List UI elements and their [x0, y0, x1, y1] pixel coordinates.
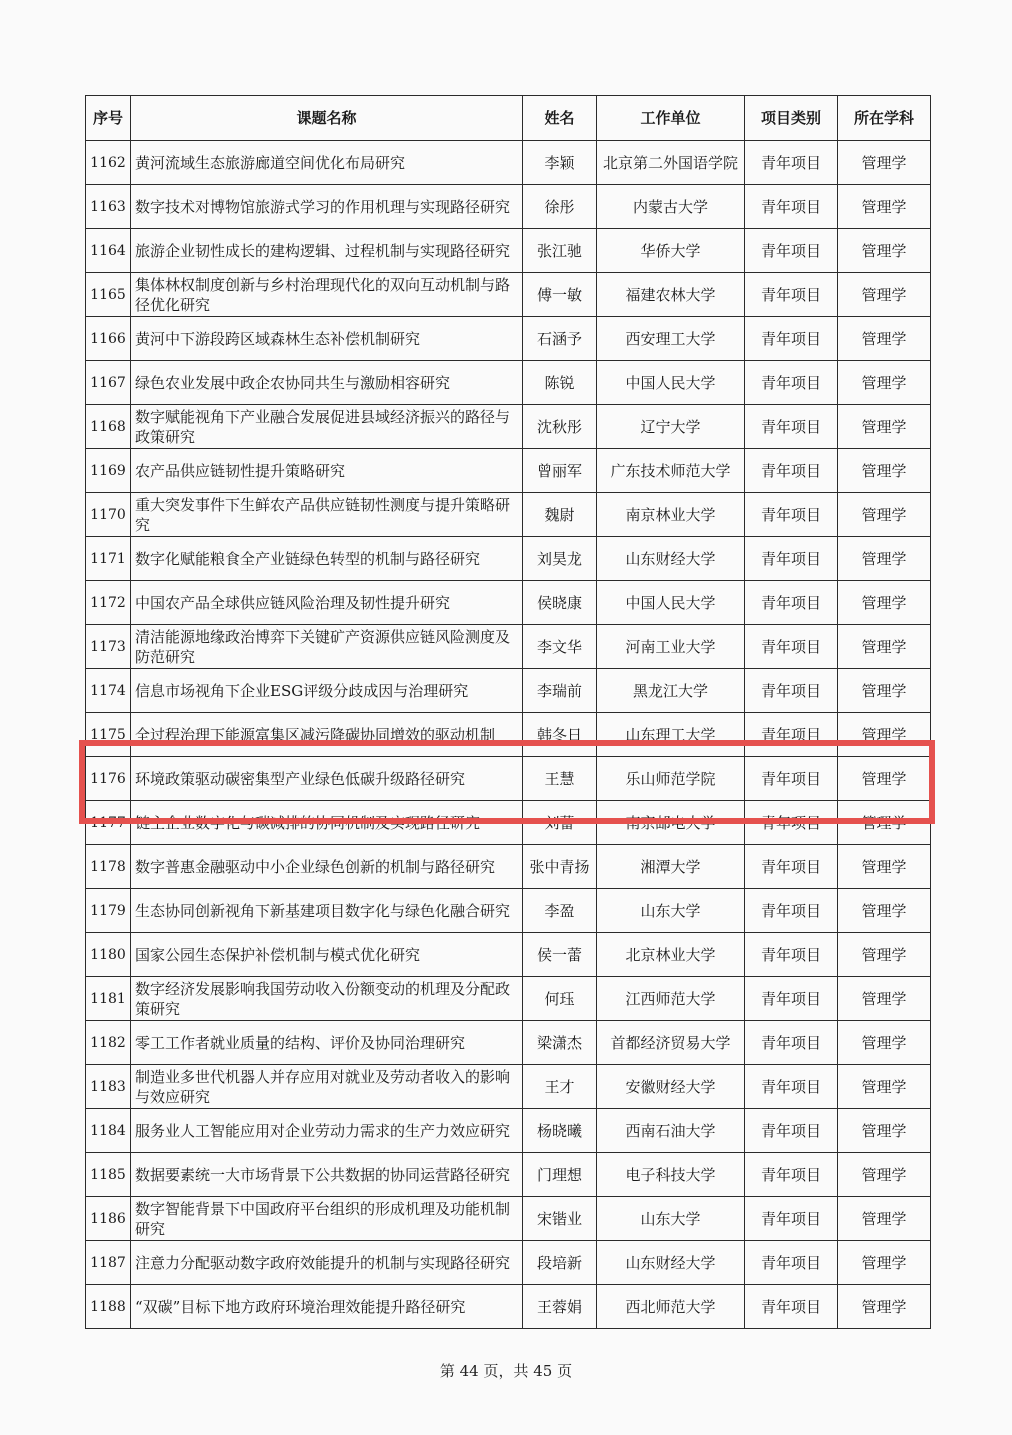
cell-name: 杨晓曦	[523, 1109, 597, 1153]
table-row	[86, 405, 931, 449]
cell-unit: 中国人民大学	[597, 581, 745, 625]
cell-unit: 河南工业大学	[597, 625, 745, 669]
cell-serial: 1176	[86, 757, 131, 801]
cell-title: 零工工作者就业质量的结构、评价及协同治理研究	[131, 1021, 523, 1065]
project-list-table	[85, 95, 931, 1329]
table-row	[86, 317, 931, 361]
cell-category: 青年项目	[745, 1065, 838, 1109]
cell-discipline: 管理学	[838, 757, 931, 801]
cell-discipline: 管理学	[838, 933, 931, 977]
table-row	[86, 845, 931, 889]
cell-category: 青年项目	[745, 757, 838, 801]
cell-category: 青年项目	[745, 625, 838, 669]
header-name: 姓名	[523, 96, 597, 141]
cell-serial: 1171	[86, 537, 131, 581]
cell-discipline: 管理学	[838, 845, 931, 889]
cell-name: 王蓉娟	[523, 1285, 597, 1329]
cell-discipline: 管理学	[838, 801, 931, 845]
cell-category: 青年项目	[745, 185, 838, 229]
cell-name: 曾丽军	[523, 449, 597, 493]
cell-serial: 1178	[86, 845, 131, 889]
cell-discipline: 管理学	[838, 229, 931, 273]
cell-unit: 山东财经大学	[597, 537, 745, 581]
cell-discipline: 管理学	[838, 405, 931, 449]
cell-serial: 1166	[86, 317, 131, 361]
cell-category: 青年项目	[745, 273, 838, 317]
cell-discipline: 管理学	[838, 1065, 931, 1109]
cell-category: 青年项目	[745, 713, 838, 757]
table-row	[86, 713, 931, 757]
cell-title: 国家公园生态保护补偿机制与模式优化研究	[131, 933, 523, 977]
cell-unit: 黑龙江大学	[597, 669, 745, 713]
cell-unit: 安徽财经大学	[597, 1065, 745, 1109]
cell-category: 青年项目	[745, 933, 838, 977]
cell-unit: 华侨大学	[597, 229, 745, 273]
cell-category: 青年项目	[745, 537, 838, 581]
header-title: 课题名称	[131, 96, 523, 141]
cell-category: 青年项目	[745, 889, 838, 933]
cell-discipline: 管理学	[838, 625, 931, 669]
cell-category: 青年项目	[745, 141, 838, 185]
cell-title: 数据要素统一大市场背景下公共数据的协同运营路径研究	[131, 1153, 523, 1197]
cell-category: 青年项目	[745, 1197, 838, 1241]
cell-name: 宋锴业	[523, 1197, 597, 1241]
cell-title: “双碳”目标下地方政府环境治理效能提升路径研究	[131, 1285, 523, 1329]
cell-unit: 广东技术师范大学	[597, 449, 745, 493]
header-unit: 工作单位	[597, 96, 745, 141]
cell-category: 青年项目	[745, 1285, 838, 1329]
cell-unit: 西安理工大学	[597, 317, 745, 361]
table-row	[86, 1241, 931, 1285]
cell-serial: 1177	[86, 801, 131, 845]
cell-name: 徐彤	[523, 185, 597, 229]
cell-discipline: 管理学	[838, 537, 931, 581]
table-row	[86, 1109, 931, 1153]
header-category: 项目类别	[745, 96, 838, 141]
cell-discipline: 管理学	[838, 493, 931, 537]
cell-serial: 1172	[86, 581, 131, 625]
cell-name: 李盈	[523, 889, 597, 933]
cell-title: 数字化赋能粮食全产业链绿色转型的机制与路径研究	[131, 537, 523, 581]
cell-unit: 电子科技大学	[597, 1153, 745, 1197]
table-row	[86, 1153, 931, 1197]
cell-category: 青年项目	[745, 449, 838, 493]
cell-serial: 1169	[86, 449, 131, 493]
cell-name: 李文华	[523, 625, 597, 669]
cell-name: 侯晓康	[523, 581, 597, 625]
cell-name: 韩冬日	[523, 713, 597, 757]
cell-name: 侯一蕾	[523, 933, 597, 977]
table-row	[86, 889, 931, 933]
cell-unit: 江西师范大学	[597, 977, 745, 1021]
cell-serial: 1173	[86, 625, 131, 669]
table-header-row	[86, 96, 931, 141]
table-row	[86, 273, 931, 317]
cell-title: 数字赋能视角下产业融合发展促进县域经济振兴的路径与政策研究	[131, 405, 523, 449]
header-discipline: 所在学科	[838, 96, 931, 141]
cell-title: 重大突发事件下生鲜农产品供应链韧性测度与提升策略研究	[131, 493, 523, 537]
cell-discipline: 管理学	[838, 669, 931, 713]
cell-title: 制造业多世代机器人并存应用对就业及劳动者收入的影响与效应研究	[131, 1065, 523, 1109]
cell-title: 绿色农业发展中政企农协同共生与激励相容研究	[131, 361, 523, 405]
header-serial: 序号	[86, 96, 131, 141]
cell-unit: 南京林业大学	[597, 493, 745, 537]
cell-name: 刘蕾	[523, 801, 597, 845]
table-row	[86, 625, 931, 669]
cell-title: 数字普惠金融驱动中小企业绿色创新的机制与路径研究	[131, 845, 523, 889]
cell-unit: 乐山师范学院	[597, 757, 745, 801]
cell-name: 魏尉	[523, 493, 597, 537]
cell-name: 李瑞前	[523, 669, 597, 713]
cell-unit: 首都经济贸易大学	[597, 1021, 745, 1065]
cell-category: 青年项目	[745, 1241, 838, 1285]
cell-name: 石涵予	[523, 317, 597, 361]
cell-name: 王慧	[523, 757, 597, 801]
cell-category: 青年项目	[745, 801, 838, 845]
cell-unit: 福建农林大学	[597, 273, 745, 317]
table-row	[86, 537, 931, 581]
cell-serial: 1168	[86, 405, 131, 449]
cell-serial: 1167	[86, 361, 131, 405]
table-row	[86, 1197, 931, 1241]
cell-title: 生态协同创新视角下新基建项目数字化与绿色化融合研究	[131, 889, 523, 933]
cell-name: 刘昊龙	[523, 537, 597, 581]
cell-unit: 南京邮电大学	[597, 801, 745, 845]
cell-category: 青年项目	[745, 1109, 838, 1153]
table-row	[86, 229, 931, 273]
cell-serial: 1162	[86, 141, 131, 185]
cell-category: 青年项目	[745, 581, 838, 625]
cell-unit: 辽宁大学	[597, 405, 745, 449]
cell-serial: 1179	[86, 889, 131, 933]
cell-title: 全过程治理下能源富集区减污降碳协同增效的驱动机制	[131, 713, 523, 757]
cell-category: 青年项目	[745, 1153, 838, 1197]
page-number: 第 44 页，共 45 页	[439, 1362, 573, 1380]
cell-title: 链主企业数字化与碳减排的协同机制及实现路径研究	[131, 801, 523, 845]
cell-title: 注意力分配驱动数字政府效能提升的机制与实现路径研究	[131, 1241, 523, 1285]
cell-title: 中国农产品全球供应链风险治理及韧性提升研究	[131, 581, 523, 625]
cell-unit: 中国人民大学	[597, 361, 745, 405]
cell-serial: 1164	[86, 229, 131, 273]
cell-serial: 1183	[86, 1065, 131, 1109]
table-row	[86, 581, 931, 625]
cell-discipline: 管理学	[838, 889, 931, 933]
table-row	[86, 493, 931, 537]
cell-title: 数字经济发展影响我国劳动收入份额变动的机理及分配政策研究	[131, 977, 523, 1021]
cell-discipline: 管理学	[838, 449, 931, 493]
cell-unit: 山东理工大学	[597, 713, 745, 757]
cell-unit: 湘潭大学	[597, 845, 745, 889]
cell-unit: 西南石油大学	[597, 1109, 745, 1153]
cell-title: 数字智能背景下中国政府平台组织的形成机理及功能机制研究	[131, 1197, 523, 1241]
cell-title: 黄河流域生态旅游廊道空间优化布局研究	[131, 141, 523, 185]
cell-serial: 1186	[86, 1197, 131, 1241]
cell-unit: 山东大学	[597, 1197, 745, 1241]
cell-title: 清洁能源地缘政治博弈下关键矿产资源供应链风险测度及防范研究	[131, 625, 523, 669]
table-row	[86, 1021, 931, 1065]
cell-serial: 1174	[86, 669, 131, 713]
cell-name: 段培新	[523, 1241, 597, 1285]
table-row	[86, 141, 931, 185]
cell-serial: 1180	[86, 933, 131, 977]
table-row	[86, 977, 931, 1021]
cell-name: 陈锐	[523, 361, 597, 405]
cell-name: 门理想	[523, 1153, 597, 1197]
cell-discipline: 管理学	[838, 977, 931, 1021]
cell-name: 傅一敏	[523, 273, 597, 317]
cell-discipline: 管理学	[838, 1197, 931, 1241]
cell-title: 集体林权制度创新与乡村治理现代化的双向互动机制与路径优化研究	[131, 273, 523, 317]
cell-category: 青年项目	[745, 845, 838, 889]
cell-unit: 北京林业大学	[597, 933, 745, 977]
table-row	[86, 1285, 931, 1329]
cell-serial: 1175	[86, 713, 131, 757]
cell-discipline: 管理学	[838, 317, 931, 361]
cell-discipline: 管理学	[838, 581, 931, 625]
cell-category: 青年项目	[745, 317, 838, 361]
cell-category: 青年项目	[745, 229, 838, 273]
cell-name: 何珏	[523, 977, 597, 1021]
cell-discipline: 管理学	[838, 361, 931, 405]
cell-unit: 西北师范大学	[597, 1285, 745, 1329]
table-row	[86, 801, 931, 845]
cell-category: 青年项目	[745, 977, 838, 1021]
cell-serial: 1163	[86, 185, 131, 229]
cell-discipline: 管理学	[838, 1285, 931, 1329]
cell-category: 青年项目	[745, 669, 838, 713]
cell-discipline: 管理学	[838, 1241, 931, 1285]
cell-discipline: 管理学	[838, 713, 931, 757]
cell-unit: 北京第二外国语学院	[597, 141, 745, 185]
cell-serial: 1185	[86, 1153, 131, 1197]
cell-category: 青年项目	[745, 493, 838, 537]
cell-serial: 1181	[86, 977, 131, 1021]
cell-serial: 1184	[86, 1109, 131, 1153]
cell-unit: 山东财经大学	[597, 1241, 745, 1285]
cell-serial: 1187	[86, 1241, 131, 1285]
cell-title: 数字技术对博物馆旅游式学习的作用机理与实现路径研究	[131, 185, 523, 229]
cell-serial: 1188	[86, 1285, 131, 1329]
cell-title: 黄河中下游段跨区域森林生态补偿机制研究	[131, 317, 523, 361]
cell-category: 青年项目	[745, 1021, 838, 1065]
cell-name: 李颖	[523, 141, 597, 185]
cell-category: 青年项目	[745, 361, 838, 405]
cell-discipline: 管理学	[838, 1153, 931, 1197]
cell-name: 沈秋彤	[523, 405, 597, 449]
cell-discipline: 管理学	[838, 141, 931, 185]
cell-name: 王才	[523, 1065, 597, 1109]
cell-category: 青年项目	[745, 405, 838, 449]
cell-unit: 山东大学	[597, 889, 745, 933]
cell-unit: 内蒙古大学	[597, 185, 745, 229]
cell-name: 梁潇杰	[523, 1021, 597, 1065]
table-row	[86, 669, 931, 713]
table-row	[86, 185, 931, 229]
cell-discipline: 管理学	[838, 1109, 931, 1153]
table-row	[86, 449, 931, 493]
table-row	[86, 361, 931, 405]
cell-discipline: 管理学	[838, 273, 931, 317]
table-row	[86, 757, 931, 801]
cell-serial: 1165	[86, 273, 131, 317]
cell-title: 旅游企业韧性成长的建构逻辑、过程机制与实现路径研究	[131, 229, 523, 273]
cell-title: 农产品供应链韧性提升策略研究	[131, 449, 523, 493]
cell-name: 张中青扬	[523, 845, 597, 889]
cell-name: 张江驰	[523, 229, 597, 273]
cell-serial: 1182	[86, 1021, 131, 1065]
table-row	[86, 933, 931, 977]
cell-title: 环境政策驱动碳密集型产业绿色低碳升级路径研究	[131, 757, 523, 801]
cell-serial: 1170	[86, 493, 131, 537]
cell-title: 信息市场视角下企业ESG评级分歧成因与治理研究	[131, 669, 523, 713]
cell-discipline: 管理学	[838, 185, 931, 229]
table-row	[86, 1065, 931, 1109]
cell-discipline: 管理学	[838, 1021, 931, 1065]
cell-title: 服务业人工智能应用对企业劳动力需求的生产力效应研究	[131, 1109, 523, 1153]
